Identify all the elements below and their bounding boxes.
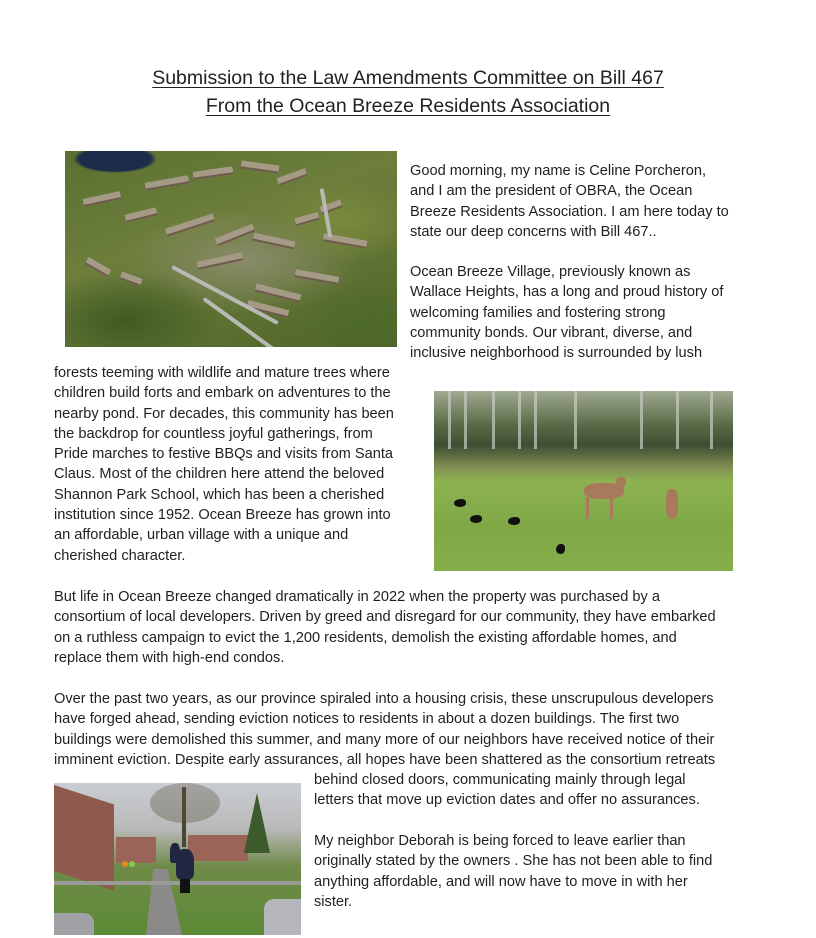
text-line: originally stated by the owners . She has not been able to find — [314, 853, 713, 870]
deer-photo — [434, 391, 733, 571]
text-line: consortium of local developers. Driven by greed and disregard for our community, they have embarked — [54, 609, 716, 626]
text-line: imminent eviction. Despite early assurances, all hopes have been shattered as the consortium retreats — [54, 751, 716, 768]
paragraph-neighbor — [314, 831, 712, 912]
text-line: Claus. Most of the children here attend the beloved — [54, 466, 385, 483]
aerial-photo — [65, 151, 397, 347]
text-line: anything affordable, and will now have to move in with her — [314, 873, 688, 890]
text-line: inclusive neighborhood is surrounded by lush — [410, 345, 703, 362]
paragraph-history-top — [410, 262, 723, 363]
paragraph-evictions-continued — [314, 770, 700, 811]
text-line: and I am the president of OBRA, the Ocean — [410, 183, 693, 200]
paragraph-intro — [410, 161, 729, 242]
text-line: state our deep concerns with Bill 467.. — [410, 223, 657, 240]
text-line: Over the past two years, as our province spiraled into a housing crisis, these unscrupulous developers — [54, 691, 714, 707]
text-line: My neighbor Deborah is being forced to leave earlier than — [314, 833, 686, 849]
text-line: letters that move up eviction dates and offer no assurances. — [314, 792, 700, 809]
text-line: sister. — [314, 893, 353, 910]
residents-photo — [54, 783, 301, 935]
text-line: buildings were demolished this summer, and many more of our neighbors have received notice of their — [54, 731, 715, 748]
text-line: cherished character. — [54, 547, 186, 564]
text-line: replace them with high-end condos. — [54, 649, 285, 666]
text-line: Shannon Park School, which has been a cherished — [54, 486, 385, 503]
text-line: on a ruthless campaign to evict the 1,200 residents, demolish the existing affordable homes, and — [54, 629, 677, 646]
text-line: forests teeming with wildlife and mature trees where — [54, 365, 390, 381]
text-line: the backdrop for countless joyful gatherings, from — [54, 425, 373, 442]
text-line: behind closed doors, communicating mainly through legal — [314, 772, 686, 788]
text-line: Ocean Breeze Village, previously known as — [410, 264, 691, 280]
paragraph-evictions — [54, 689, 715, 770]
title-line-1: Submission to the Law Amendments Committee on Bill 467 — [152, 67, 664, 89]
text-line: But life in Ocean Breeze changed dramatically in 2022 when the property was purchased by a — [54, 589, 660, 605]
text-line: welcoming families and fostering strong — [410, 304, 666, 321]
text-line: Pride marches to festive BBQs and visits from Santa — [54, 446, 394, 463]
text-line: have forged ahead, sending eviction notices to residents in about a dozen buildings. The first two — [54, 711, 680, 728]
paragraph-purchase — [54, 587, 716, 668]
paragraph-history-bottom — [54, 363, 394, 566]
text-line: nearby pond. For decades, this community has been — [54, 405, 394, 422]
text-line: an affordable, urban village with a unique and — [54, 527, 349, 544]
text-line: Good morning, my name is Celine Porcheron, — [410, 163, 707, 179]
title-line-2: From the Ocean Breeze Residents Association — [205, 95, 611, 117]
text-line: children build forts and embark on adventures to the — [54, 385, 391, 402]
text-line: Breeze Residents Association. I am here today to — [410, 203, 729, 220]
text-line: community bonds. Our vibrant, diverse, and — [410, 324, 693, 341]
text-line: institution since 1952. Ocean Breeze has grown into — [54, 507, 391, 524]
text-line: Wallace Heights, has a long and proud history of — [410, 284, 724, 301]
